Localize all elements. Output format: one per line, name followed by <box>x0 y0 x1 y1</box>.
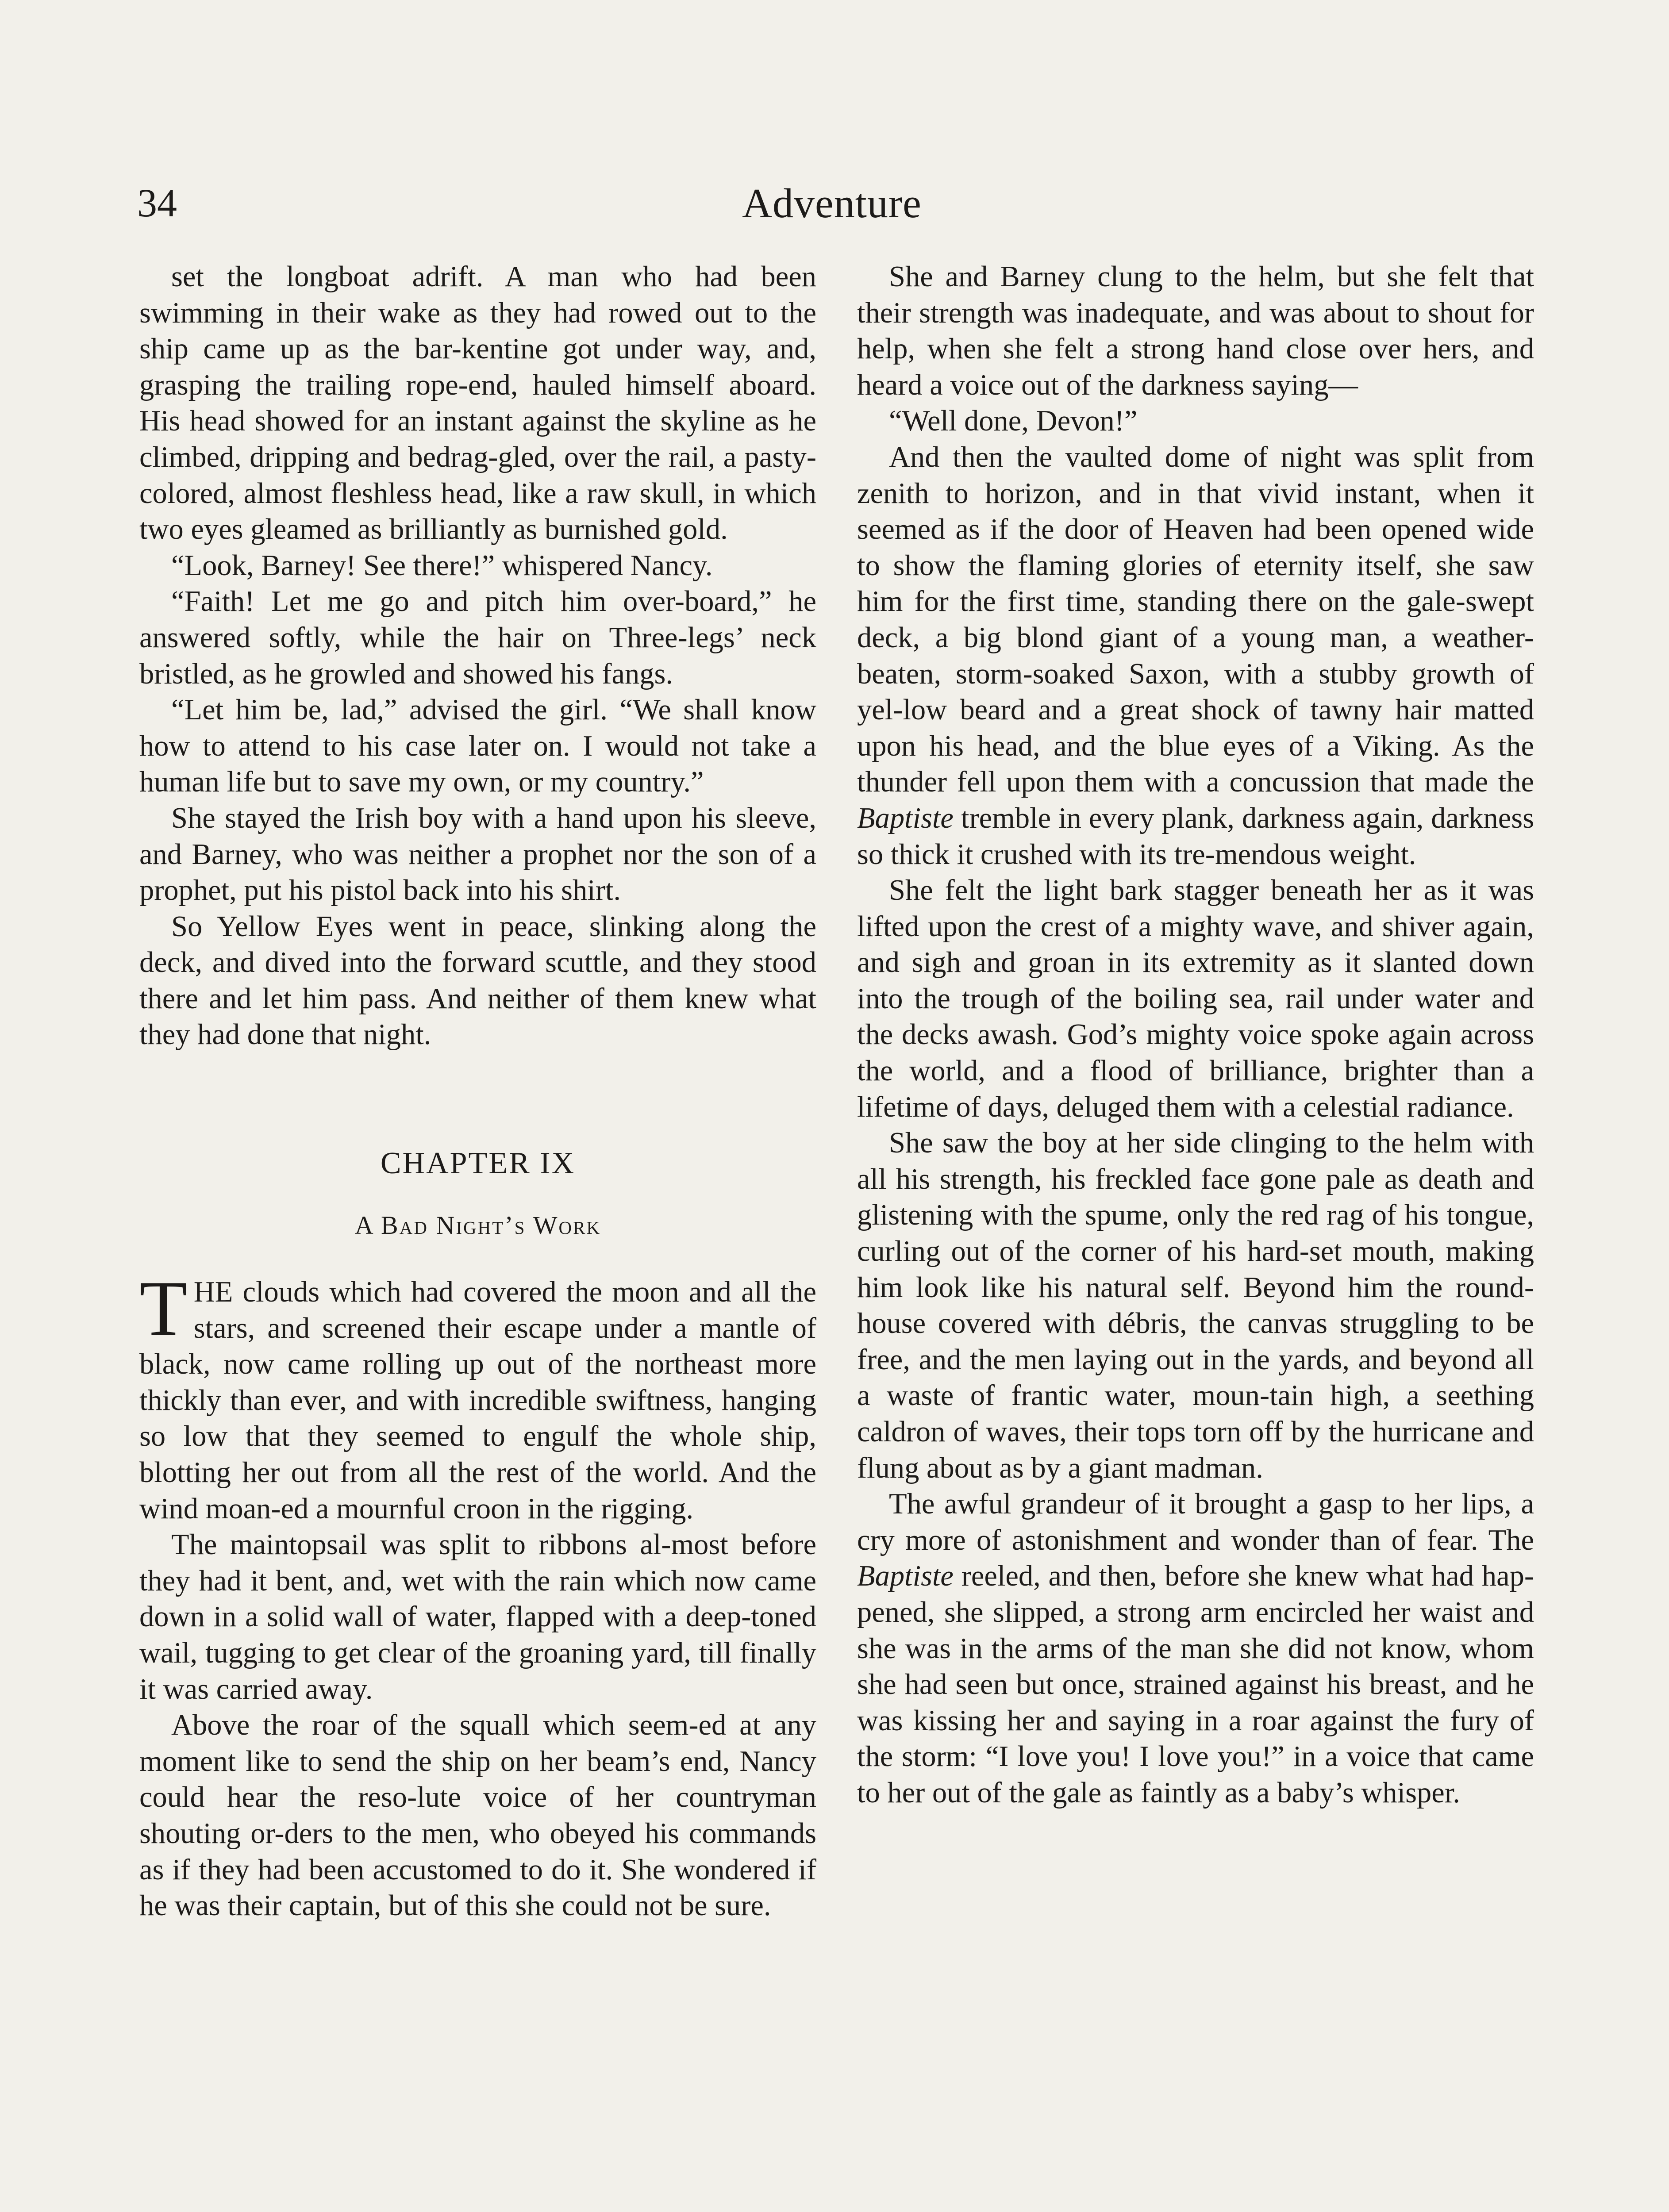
paragraph <box>857 1486 1534 1811</box>
drop-cap: T <box>139 1264 188 1352</box>
page-number: 34 <box>137 181 177 225</box>
page-header <box>137 173 1527 234</box>
paragraph: Above the roar of the squall which seem-ed at any moment like to send the ship on her beam’s end, Nancy could hear the reso-lute voice of her countryman shouting or-ders to the men, who obeyed his commands as if they had been accustomed to do it. She wondered if he was their captain, but of this she could not be sure. <box>139 1709 816 1922</box>
paragraph: She felt the light bark stagger beneath her as it was lifted upon the crest of a mighty wave, and shiver again, and sigh and groan in its extremity as it slanted down into the trough of the boiling sea, rail under water and the decks awash. God’s mighty voice spoke again across the world, and a flood of brilliance, brighter than a lifetime of days, deluged them with a celestial radiance. <box>857 874 1534 1123</box>
paragraph: “Let him be, lad,” advised the girl. “We shall know how to attend to his case later on. I would not take a human life but to save my own, or my country.” <box>139 694 816 799</box>
paragraph-text: tremble in every plank, darkness again, darkness so thick it crushed with its tre-mendous weight. <box>857 802 1534 871</box>
ship-name: Baptiste <box>857 1560 954 1593</box>
ship-name: Baptiste <box>857 802 954 834</box>
paragraph: She and Barney clung to the helm, but she felt that their strength was inadequate, and was about to shout for help, when she felt a strong hand close over hers, and heard a voice out of the darkness saying— <box>857 261 1534 401</box>
paragraph-text: The awful grandeur of it brought a gasp to her lips, a cry more of astonishment and wonder than of fear. The <box>857 1488 1534 1556</box>
paragraph-text: And then the vaulted dome of night was split from zenith to horizon, and in that vivid instant, when it seemed as if the door of Heaven had been opened wide to show the flaming glories of eternity itself, she saw him for the first time, standing there on the gale-swept deck, a big blond giant of a young man, a weather-beaten, storm-soaked Saxon, with a stubby growth of yel-low beard and a great shock of tawny hair matted upon his head, and the blue eyes of a Viking. As the thunder fell upon them with a concussion that made the <box>857 441 1534 799</box>
opening-paragraph <box>139 1264 816 1527</box>
running-head: Adventure <box>742 180 922 227</box>
paragraph: The maintopsail was split to ribbons al-most before they had it bent, and, wet with the rain which now came down in a solid wall of water, flapped with a deep-toned wail, tugging to get clear of the groaning yard, till finally it was carried away. <box>139 1528 816 1705</box>
right-column <box>857 259 1534 1811</box>
paragraph: She saw the boy at her side clinging to the helm with all his strength, his freckled face gone pale as death and glistening with the spume, only the red rag of his tongue, curling out of the corner of his hard-set mouth, making him look like his natural self. Beyond him the round-house covered with débris, the canvas struggling to be free, and the men laying out in the yards, and beyond all a waste of frantic water, moun-tain high, a seething caldron of waves, their tops torn off by the hurricane and flung about as by a giant madman. <box>857 1127 1534 1484</box>
paragraph-text: reeled, and then, before she knew what had hap-pened, she slipped, a strong arm encircled her waist and she was in the arms of the man she did not know, whom she had seen but once, strained against his breast, and he was kissing her and saying in a roar against the fury of the storm: “I love you! I love you!” in a voice that came to her out of the gale as faintly as a baby’s whisper. <box>857 1560 1534 1809</box>
paragraph: set the longboat adrift. A man who had been swimming in their wake as they had rowed out to the ship came up as the bar-kentine got under way, and, grasping the trailing rope-end, hauled himself aboard. His head showed for an instant against the skyline as he climbed, dripping and bedrag-gled, over the rail, a pasty-colored, almost fleshless head, like a raw skull, in which two eyes gleamed as brilliantly as burnished gold. <box>139 261 816 546</box>
paragraph <box>857 439 1534 872</box>
left-column <box>139 259 816 1924</box>
paragraph: “Look, Barney! See there!” whispered Nancy. <box>171 549 713 582</box>
chapter-subtitle: A Bad Night’s Work <box>354 1211 601 1240</box>
opening-text: HE clouds which had covered the moon and all the stars, and screened their escape under a mantle of black, now came rolling up out of the northeast more thickly than ever, and with incredible swiftness, hanging so low that they seemed to engulf the whole ship, blotting her out from all the rest of the world. And the wind moan-ed a mournful croon in the rigging. <box>139 1276 816 1525</box>
paragraph: She stayed the Irish boy with a hand upon his sleeve, and Barney, who was neither a prophet nor the son of a prophet, put his pistol back into his shirt. <box>139 802 816 907</box>
paragraph: So Yellow Eyes went in peace, slinking along the deck, and dived into the forward scuttle, and they stood there and let him pass. And neither of them knew what they had done that night. <box>139 910 816 1051</box>
chapter-title: CHAPTER IX <box>380 1146 576 1181</box>
paragraph: “Faith! Let me go and pitch him over-board,” he answered softly, while the hair on Three-legs’ neck bristled, as he growled and showed his fangs. <box>139 585 816 690</box>
paragraph: “Well done, Devon!” <box>889 405 1138 438</box>
